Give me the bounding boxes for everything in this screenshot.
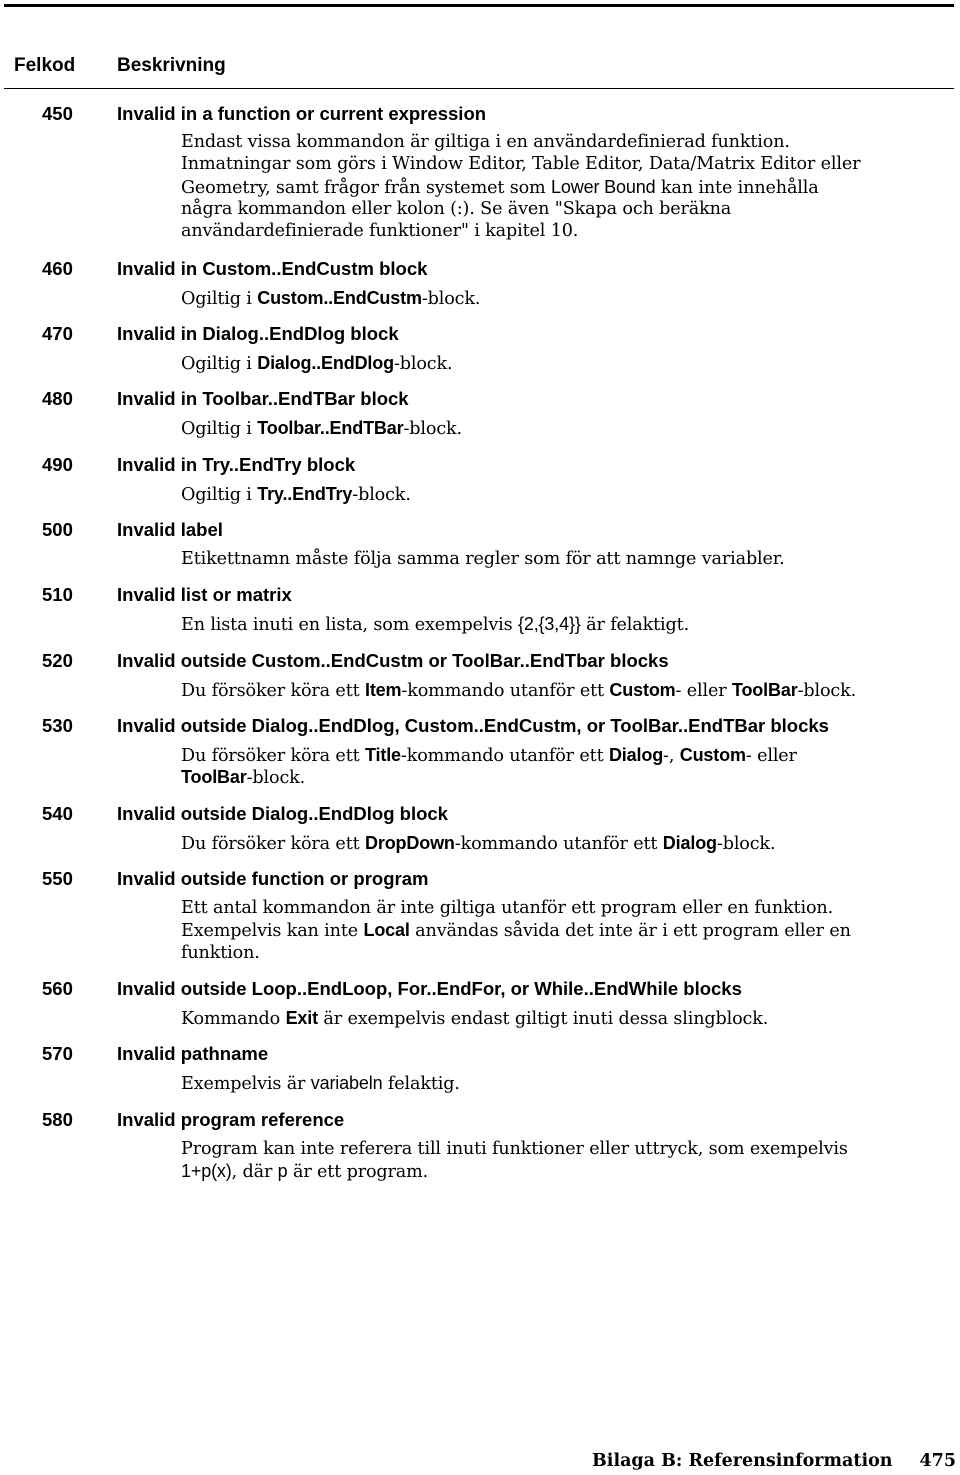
error-code: 550	[42, 868, 73, 889]
command-keyword: ToolBar	[731, 680, 798, 700]
error-description	[181, 1007, 951, 1029]
error-code: 500	[42, 519, 73, 540]
error-message: Invalid program reference	[117, 1109, 345, 1130]
description-text: funktion.	[181, 942, 260, 963]
page-footer	[590, 1451, 956, 1475]
description-text: -block.	[403, 419, 462, 439]
error-description	[181, 1072, 951, 1094]
description-text: -block.	[352, 485, 411, 505]
description-line	[181, 744, 951, 766]
description-text: användas såvida det inte är i ett program eller en	[409, 921, 851, 942]
description-text: -,	[663, 746, 680, 766]
description-text: -block.	[716, 834, 776, 854]
error-code: 450	[42, 103, 73, 124]
error-description	[181, 417, 951, 439]
description-text: -kommando utanför ett	[454, 834, 663, 854]
description-line	[181, 131, 951, 153]
description-line	[181, 198, 951, 220]
error-message: Invalid outside Custom..EndCustm or ToolBar..EndTbar blocks	[117, 650, 669, 671]
expression-text: Lower Bound	[551, 176, 656, 197]
error-message: Invalid outside Dialog..EndDlog block	[117, 803, 448, 824]
command-keyword: Custom..EndCustm	[257, 288, 422, 308]
description-text: - eller	[745, 746, 797, 766]
description-line	[181, 832, 951, 854]
description-line	[181, 1138, 951, 1160]
error-description	[181, 832, 951, 854]
description-text: Ogiltig i	[181, 485, 258, 505]
description-text: -block.	[421, 289, 481, 309]
expression-text: {2,{3,4}}	[517, 614, 581, 634]
description-line	[181, 919, 951, 941]
description-text: kan inte innehålla	[655, 177, 819, 198]
description-text: Exempelvis är	[181, 1074, 311, 1094]
description-line	[181, 1072, 951, 1094]
description-line	[181, 220, 951, 242]
description-line	[181, 548, 951, 570]
error-description	[181, 287, 951, 309]
error-code: 520	[42, 650, 73, 671]
description-text: Ogiltig i	[181, 354, 258, 374]
description-text: Ogiltig i	[181, 289, 258, 309]
error-description	[181, 897, 951, 964]
error-message: Invalid in Try..EndTry block	[117, 454, 356, 475]
expression-text: variabeln	[310, 1073, 383, 1093]
expression-text: p	[277, 1161, 288, 1182]
command-keyword: ToolBar	[181, 767, 247, 788]
description-text: Du försöker köra ett	[181, 746, 365, 766]
footer-section-title: Bilaga B: Referensinformation	[592, 1451, 893, 1471]
command-keyword: Exit	[285, 1008, 318, 1028]
description-text: användardefinierade funktioner" i kapitel 10.	[181, 221, 579, 242]
error-code: 470	[42, 323, 73, 344]
error-message: Invalid in a function or current expression	[117, 103, 487, 124]
error-message: Invalid outside Loop..EndLoop, For..EndFor, or While..EndWhile blocks	[117, 978, 742, 999]
error-code: 540	[42, 803, 73, 824]
description-line	[181, 897, 951, 919]
description-text: Du försöker köra ett	[181, 681, 365, 701]
column-header-description: Beskrivning	[117, 55, 226, 76]
description-line	[181, 352, 951, 374]
description-line	[181, 613, 951, 635]
description-text: Du försöker köra ett	[181, 834, 365, 854]
error-description	[181, 483, 951, 505]
command-keyword: Toolbar..EndTBar	[257, 418, 404, 438]
description-text: Inmatningar som görs i Window Editor, Table Editor, Data/Matrix Editor eller	[181, 154, 861, 175]
description-text: -block.	[393, 354, 453, 374]
description-line	[181, 483, 951, 505]
description-line	[181, 287, 951, 309]
error-code: 480	[42, 388, 73, 409]
column-header-code: Felkod	[14, 55, 76, 76]
error-message: Invalid in Custom..EndCustm block	[117, 258, 428, 279]
command-keyword: Title	[364, 745, 401, 765]
error-description	[181, 679, 951, 701]
description-line	[181, 176, 951, 198]
error-code: 580	[42, 1109, 73, 1130]
description-text: Ogiltig i	[181, 419, 258, 439]
description-text: är felaktigt.	[580, 615, 690, 635]
description-text: några kommandon eller kolon (:). Se även "Skapa och beräkna	[181, 198, 732, 219]
command-keyword: Dialog..EndDlog	[257, 353, 394, 373]
top-rule	[4, 4, 954, 7]
error-description	[181, 744, 951, 789]
description-line	[181, 153, 951, 175]
error-description	[181, 131, 951, 242]
page-number: 475	[919, 1451, 956, 1471]
description-text: -kommando utanför ett	[400, 746, 609, 766]
description-line	[181, 942, 951, 964]
description-text: felaktig.	[382, 1074, 460, 1094]
description-text: är exempelvis endast giltigt inuti dessa slingblock.	[317, 1009, 769, 1029]
description-line	[181, 417, 951, 439]
command-keyword: Try..EndTry	[257, 484, 353, 504]
description-text: Endast vissa kommandon är giltiga i en användardefinierad funktion.	[181, 132, 790, 152]
error-description	[181, 548, 951, 570]
error-code: 490	[42, 454, 73, 475]
header-rule	[4, 88, 954, 89]
description-text: En lista inuti en lista, som exempelvis	[181, 615, 518, 635]
description-line	[181, 1007, 951, 1029]
command-keyword: Dialog	[662, 833, 717, 853]
description-text: -block.	[246, 768, 306, 789]
description-text: Kommando	[181, 1009, 286, 1029]
error-message: Invalid in Toolbar..EndTBar block	[117, 388, 409, 409]
error-message: Invalid outside function or program	[117, 868, 429, 889]
error-code: 460	[42, 258, 73, 279]
error-code: 530	[42, 715, 73, 736]
error-message: Invalid list or matrix	[117, 584, 292, 605]
description-text: är ett program.	[287, 1162, 429, 1183]
error-description	[181, 613, 951, 635]
command-keyword: Local	[363, 920, 410, 941]
error-code: 510	[42, 584, 73, 605]
description-text: -kommando utanför ett	[401, 681, 610, 701]
command-keyword: Custom	[609, 680, 676, 700]
error-description	[181, 352, 951, 374]
error-description	[181, 1138, 951, 1183]
error-message: Invalid pathname	[117, 1043, 269, 1064]
description-line	[181, 1160, 951, 1182]
error-message: Invalid outside Dialog..EndDlog, Custom..EndCustm, or ToolBar..EndTBar blocks	[117, 715, 829, 736]
description-text: Exempelvis kan inte	[181, 921, 364, 942]
command-keyword: Item	[364, 680, 402, 700]
error-code: 570	[42, 1043, 73, 1064]
description-line	[181, 766, 951, 788]
command-keyword: DropDown	[364, 833, 455, 853]
description-text: Geometry, samt frågor från systemet som	[181, 177, 552, 198]
description-text: Program kan inte referera till inuti funktioner eller uttryck, som exempelvis	[181, 1139, 848, 1159]
description-text: Ett antal kommandon är inte giltiga utanför ett program eller en funktion.	[181, 898, 834, 918]
error-message: Invalid label	[117, 519, 223, 540]
table-header	[14, 55, 944, 81]
command-keyword: Dialog	[608, 745, 664, 765]
description-text: , där	[231, 1162, 278, 1183]
description-text: -block.	[797, 681, 857, 701]
error-message: Invalid in Dialog..EndDlog block	[117, 323, 399, 344]
expression-text: 1+p(x)	[181, 1161, 232, 1182]
description-text: - eller	[675, 681, 732, 701]
error-code: 560	[42, 978, 73, 999]
description-text: Etikettnamn måste följa samma regler som för att namnge variabler.	[181, 549, 785, 569]
description-line	[181, 679, 951, 701]
command-keyword: Custom	[679, 745, 746, 765]
